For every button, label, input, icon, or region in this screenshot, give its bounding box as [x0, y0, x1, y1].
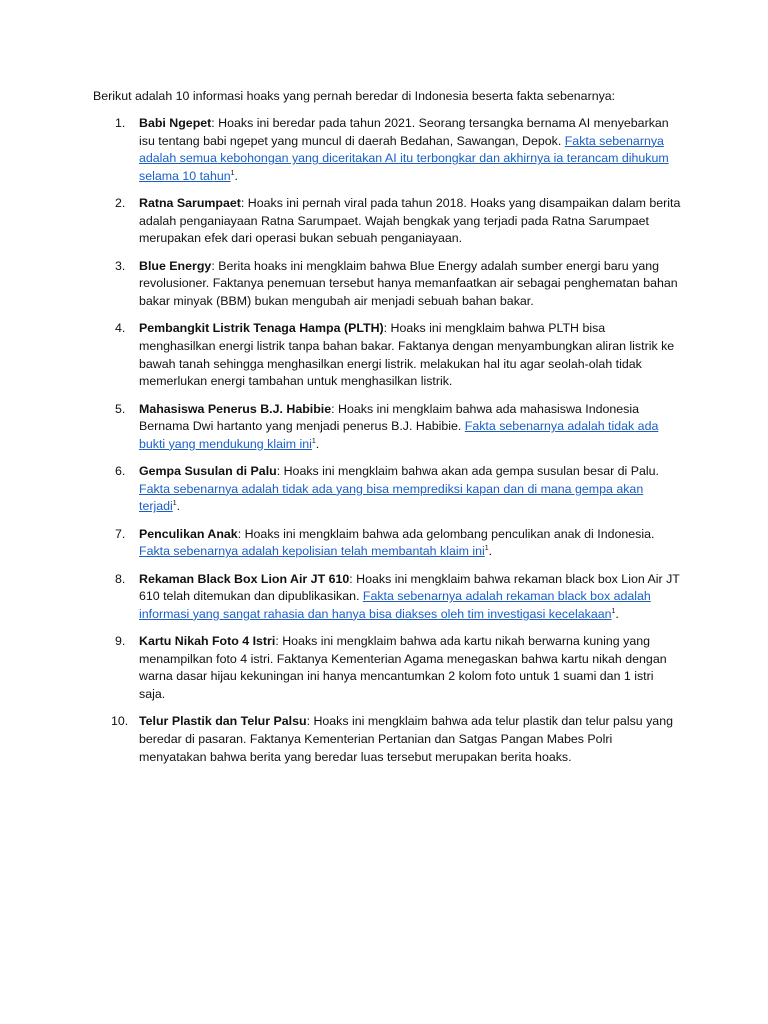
item-title: Mahasiswa Penerus B.J. Habibie	[139, 401, 332, 416]
item-title: Telur Plastik dan Telur Palsu	[139, 714, 307, 729]
item-number: 2.	[115, 196, 126, 211]
list-item	[93, 571, 683, 624]
item-number: 4.	[115, 321, 126, 336]
list-item	[93, 633, 683, 703]
item-number: 8.	[115, 571, 126, 586]
item-body: : Hoaks ini mengklaim bahwa PLTH bisa menghasilkan energi listrik tanpa bahan bakar. Faktanya dengan menyambungkan aliran listrik ke bawah tanah sehingga menghasilkan energi listrik. melakukan hal itu agar seolah-olah tidak memerlukan energi tambahan untuk menghasilkan listrik.	[139, 321, 675, 389]
item-title: Babi Ngepet	[139, 116, 212, 130]
fact-link[interactable]: Fakta sebenarnya adalah semua kebohongan yang diceritakan AI itu terbongkar dan akhirnya ia terancam dihukum selama 10 tahun	[139, 133, 669, 183]
item-title: Rekaman Black Box Lion Air JT 610	[139, 571, 350, 586]
fact-link[interactable]: Fakta sebenarnya adalah tidak ada bukti yang mendukung klaim ini	[139, 419, 659, 451]
fact-link[interactable]: Fakta sebenarnya adalah tidak ada yang bisa memprediksi kapan dan di mana gempa akan terjadi	[139, 481, 644, 514]
item-number: 5.	[115, 401, 126, 416]
list-item	[93, 526, 683, 561]
list-item	[93, 258, 683, 311]
item-body: : Hoaks ini mengklaim bahwa ada mahasiswa Indonesia Bernama Dwi hartanto yang menjadi penerus B.J. Habibie.	[139, 401, 640, 434]
item-body: : Berita hoaks ini mengklaim bahwa Blue Energy adalah sumber energi baru yang revolusioner. Faktanya penemuan tersebut hanya memanfaatkan air sebagai penghematan bahan bakar minyak (BBM) bukan mengubah air menjadi sebuah bahan bakar.	[139, 258, 678, 308]
item-body: : Hoaks ini mengklaim bahwa rekaman black box Lion Air JT 610 telah ditemukan dan dipublikasikan.	[139, 571, 680, 604]
item-number: 1.	[115, 116, 126, 130]
list-item	[93, 713, 683, 766]
footnote-ref: 1	[484, 545, 489, 553]
item-body: : Hoaks ini mengklaim bahwa ada gelombang penculikan anak di Indonesia.	[237, 526, 655, 541]
item-title: Gempa Susulan di Palu	[139, 464, 277, 479]
list-item	[93, 195, 683, 248]
item-number: 6.	[115, 464, 126, 479]
intro-paragraph: Berikut adalah 10 informasi hoaks yang pernah beredar di Indonesia beserta fakta sebenarnya:	[93, 89, 616, 103]
fact-link[interactable]: Fakta sebenarnya adalah rekaman black box adalah informasi yang sangat rahasia dan hanya bisa diakses oleh tim investigasi kecelakaan	[139, 589, 651, 621]
list-item	[93, 320, 683, 390]
item-number: 7.	[115, 526, 126, 541]
item-tail: .	[315, 436, 320, 451]
item-number: 10.	[111, 714, 129, 729]
list-item	[93, 463, 683, 516]
item-body: : Hoaks ini mengklaim bahwa ada telur plastik dan telur palsu yang beredar di pasaran. Faktanya Kementerian Pertanian dan Satgas Pangan Mabes Polri menyatakan bahwa berita yang beredar luas tersebut merupakan berita hoaks.	[139, 714, 673, 764]
item-title: Penculikan Anak	[139, 526, 238, 541]
item-body: : Hoaks ini mengklaim bahwa ada kartu nikah berwarna kuning yang menampilkan foto 4 istri. Faktanya Kementerian Agama menegaskan bahwa kartu nikah dengan warna dasar hijau kekuningan ini hanya mencantumkan 2 kolom foto untuk 1 suami dan 1 istri saja.	[139, 634, 667, 701]
footnote-ref: 1	[611, 607, 616, 615]
item-tail: .	[488, 544, 493, 559]
item-tail: .	[234, 168, 238, 183]
item-number: 9.	[115, 634, 126, 649]
fact-link[interactable]: Fakta sebenarnya adalah kepolisian telah membantah klaim ini	[139, 544, 485, 559]
item-body: : Hoaks ini beredar pada tahun 2021. Seorang tersangka bernama AI menyebarkan isu tentang babi ngepet yang muncul di daerah Bedahan, Sawangan, Depok.	[139, 116, 669, 148]
item-title: Kartu Nikah Foto 4 Istri	[139, 634, 276, 649]
item-tail: .	[176, 499, 181, 514]
footnote-ref: 1	[230, 169, 235, 177]
list-item	[93, 401, 683, 454]
footnote-ref: 1	[172, 500, 177, 508]
item-body: : Hoaks ini pernah viral pada tahun 2018. Hoaks yang disampaikan dalam berita adalah penganiayaan Ratna Sarumpaet. Wajah bengkak yang terjadi pada Ratna Sarumpaet merupakan efek dari operasi bukan sebuah penganiayaan.	[139, 196, 681, 246]
item-number: 3.	[115, 258, 126, 273]
item-title: Blue Energy	[139, 258, 212, 273]
footnote-ref: 1	[311, 437, 316, 445]
list-item	[93, 115, 683, 185]
item-title: Pembangkit Listrik Tenaga Hampa (PLTH)	[139, 321, 384, 336]
hoax-list	[93, 115, 683, 776]
item-tail: .	[615, 606, 619, 621]
item-title: Ratna Sarumpaet	[139, 196, 241, 211]
item-body: : Hoaks ini mengklaim bahwa akan ada gempa susulan besar di Palu.	[276, 464, 659, 479]
